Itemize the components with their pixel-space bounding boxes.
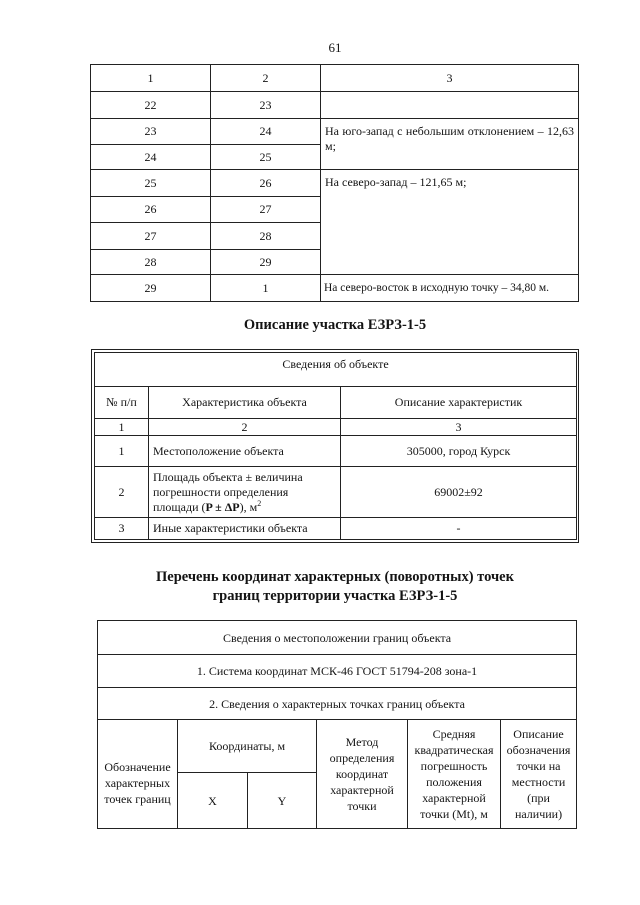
points-title: 2. Сведения о характерных точках границ объекта [98, 688, 577, 720]
to-point-cell: 1 [211, 275, 321, 302]
to-point-cell: 29 [211, 250, 321, 275]
header-mean-error: Средняя квадратическая погрешность положения характерной точки (Mt), м [408, 720, 501, 829]
from-point-cell: 23 [91, 119, 211, 145]
header-cell-description: Описание характеристик [341, 387, 577, 419]
characteristic-name [149, 467, 341, 518]
direction-description-cell: На северо-запад – 121,65 м; [321, 170, 579, 275]
header-coordinates: Координаты, м [178, 720, 317, 773]
to-point-cell: 26 [211, 170, 321, 197]
table-header-row [95, 387, 577, 419]
from-point-cell: 25 [91, 170, 211, 197]
header-method: Метод определения координат характерной точки [317, 720, 408, 829]
caption-row [95, 353, 577, 387]
index-cell: 1 [95, 419, 149, 436]
from-point-cell: 27 [91, 223, 211, 250]
coords-heading-line2: границ территории участка ЕЗРЗ-1-5 [212, 588, 458, 604]
from-point-cell: 22 [91, 92, 211, 119]
object-heading: Описание участка ЕЗРЗ-1-5 [243, 317, 427, 333]
row-number: 3 [95, 518, 149, 540]
header-y: Y [248, 773, 317, 829]
to-point-cell: 27 [211, 197, 321, 223]
direction-description-cell: На северо-восток в исходную точку – 34,80 м. [321, 275, 579, 302]
area-label-end: ), м [239, 499, 258, 514]
index-cell: 3 [341, 419, 577, 436]
page-number: 61 [328, 40, 342, 55]
coords-title: Сведения о местоположении границ объекта [98, 621, 577, 655]
characteristic-name: Иные характеристики объекта [149, 518, 341, 540]
area-unit-exponent: 2 [257, 498, 262, 508]
empty-description-cell [321, 92, 579, 119]
table-row [95, 467, 577, 518]
to-point-cell: 24 [211, 119, 321, 145]
row-number: 1 [95, 436, 149, 467]
coords-table [97, 620, 577, 829]
table-row [91, 170, 579, 197]
area-formula: P ± ΔP [205, 499, 240, 514]
table-header-row [91, 65, 579, 92]
table-row [91, 92, 579, 119]
from-point-cell: 26 [91, 197, 211, 223]
index-row [95, 419, 577, 436]
from-point-cell: 24 [91, 145, 211, 170]
characteristic-value: - [341, 518, 577, 540]
characteristic-value: 305000, город Курск [341, 436, 577, 467]
table-row [91, 119, 579, 145]
index-cell: 2 [149, 419, 341, 436]
table-header-row [98, 720, 577, 773]
header-cell: 3 [321, 65, 579, 92]
table-row [91, 275, 579, 302]
coordinate-system: 1. Система координат МСК-46 ГОСТ 51794-208 зона-1 [98, 655, 577, 688]
from-point-cell: 29 [91, 275, 211, 302]
table-row [95, 436, 577, 467]
header-point-description: Описание обозначения точки на местности (при наличии) [501, 720, 577, 829]
coords-title-row [98, 621, 577, 655]
header-cell: 2 [211, 65, 321, 92]
direction-description-cell: На юго-запад с небольшим отклонением – 12,63 м; [321, 119, 579, 170]
header-cell-characteristic: Характеристика объекта [149, 387, 341, 419]
header-x: X [178, 773, 248, 829]
object-caption: Сведения об объекте [95, 353, 577, 387]
to-point-cell: 23 [211, 92, 321, 119]
table-row [95, 518, 577, 540]
coords-points-title-row [98, 688, 577, 720]
to-point-cell: 28 [211, 223, 321, 250]
coords-heading-line1: Перечень координат характерных (поворотных) точек [156, 569, 514, 585]
to-point-cell: 25 [211, 145, 321, 170]
characteristic-name: Местоположение объекта [149, 436, 341, 467]
header-point-designation: Обозначение характерных точек границ [98, 720, 178, 829]
row-number: 2 [95, 467, 149, 518]
characteristic-value: 69002±92 [341, 467, 577, 518]
header-cell-number: № п/п [95, 387, 149, 419]
route-table [90, 64, 579, 302]
from-point-cell: 28 [91, 250, 211, 275]
object-table [94, 352, 577, 540]
area-label-start: Площадь объекта ± величина погрешности определения площади ( [153, 469, 303, 514]
coords-system-row [98, 655, 577, 688]
header-cell: 1 [91, 65, 211, 92]
